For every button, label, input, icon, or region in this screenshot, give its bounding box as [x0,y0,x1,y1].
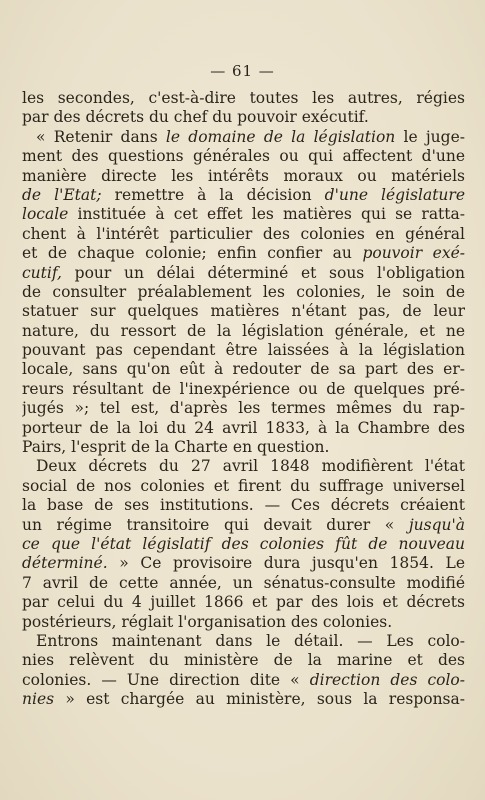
text-segment: » est chargée au ministère, sous la responsa- [54,690,465,709]
italic-text: déterminé. [22,554,108,573]
text-line [22,380,465,399]
italic-text: direction des colo- [309,670,465,689]
text-line [22,535,465,554]
text-line [22,419,465,438]
text-line [22,399,465,418]
text-segment: colonies. — Une direction dite « [22,670,310,689]
text-segment: nies relèvent du ministère de la marine et des [22,651,465,670]
text-line [22,613,465,632]
text-segment: instituée à cet effet les matières qui se ratta- [68,205,465,224]
text-segment: porteur de la loi du 24 avril 1833, à la Chambre des [22,418,465,437]
text-line [22,225,465,244]
body-text [22,89,465,710]
text-line [22,516,465,535]
text-line [22,89,465,108]
text-segment: Entrons maintenant dans le détail. — Les colo- [36,631,465,650]
text-segment: par des décrets du chef du pouvoir exécutif. [22,108,369,127]
italic-text: nies [22,690,55,709]
text-segment: social de nos colonies et firent du suffrage universel [22,476,465,495]
text-segment: manière directe les intérêts moraux ou matériels [22,166,465,185]
text-segment: remettre à la décision [101,185,325,204]
text-segment: jugés »; tel est, d'après les termes mêmes du rap- [22,399,465,418]
text-segment: ment des questions générales ou qui affectent d'une [22,147,465,166]
italic-text: ce que l'état législatif des colonies fût de nouveau [22,534,465,553]
text-segment: « Retenir dans [36,127,166,146]
text-segment: Deux décrets du 27 avril 1848 modifièrent l'état [36,457,465,476]
text-line [22,690,465,709]
italic-text: le domaine de la législation [165,127,396,146]
text-segment: 7 avril de cette année, un sénatus-consulte modifié [22,573,465,592]
text-line [22,147,465,166]
text-segment: le juge- [395,127,465,146]
text-segment: les secondes, c'est-à-dire toutes les autres, régies [22,89,465,107]
page-number: — 61 — [210,62,275,80]
text-segment: et de chaque colonie; enfin confier au [22,244,363,263]
text-line [22,128,465,147]
text-line [22,671,465,690]
text-line [22,302,465,321]
text-segment: statuer sur quelques matières n'étant pas, de leur [22,302,465,321]
text-line [22,574,465,593]
text-line [22,593,465,612]
text-line [22,341,465,360]
italic-text: pouvoir exé- [362,244,465,263]
text-segment: Pairs, l'esprit de la Charte en question. [22,438,330,457]
text-line [22,264,465,283]
text-line [22,186,465,205]
text-segment: de consulter préalablement les colonies, le soin de [22,282,465,301]
text-line [22,244,465,263]
text-line [22,205,465,224]
text-line [22,360,465,379]
text-line [22,167,465,186]
text-segment: reurs résultant de l'inexpérience ou de quelques pré- [22,379,465,398]
text-segment: pouvant pas cependant être laissées à la législation [22,341,465,360]
text-segment: pour un délai déterminé et sous l'obligation [61,263,465,282]
text-line [22,554,465,573]
italic-text: de l'Etat; [22,185,102,204]
text-line [22,438,465,457]
text-line [22,283,465,302]
text-line [22,477,465,496]
italic-text: locale [22,205,69,224]
text-segment: postérieurs, réglait l'organisation des colonies. [22,612,393,631]
text-segment: » Ce provisoire dura jusqu'en 1854. Le [107,554,465,573]
text-line [22,457,465,476]
text-line [22,632,465,651]
text-line [22,651,465,670]
text-line [22,108,465,127]
italic-text: d'une législature [324,185,465,204]
text-segment: un régime transitoire qui devait durer « [22,515,409,534]
text-segment: par celui du 4 juillet 1866 et par des lois et décrets [22,593,465,612]
italic-text: cutif, [22,263,62,282]
text-segment: locale, sans qu'on eût à redouter de sa part des er- [22,360,465,379]
text-segment: chent à l'intérêt particulier des colonies en général [22,224,465,243]
text-line [22,496,465,515]
italic-text: jusqu'à [408,515,465,534]
text-segment: la base de ses institutions. — Ces décrets créaient [22,496,465,515]
text-segment: nature, du ressort de la législation générale, et ne [22,321,465,340]
text-line [22,322,465,341]
